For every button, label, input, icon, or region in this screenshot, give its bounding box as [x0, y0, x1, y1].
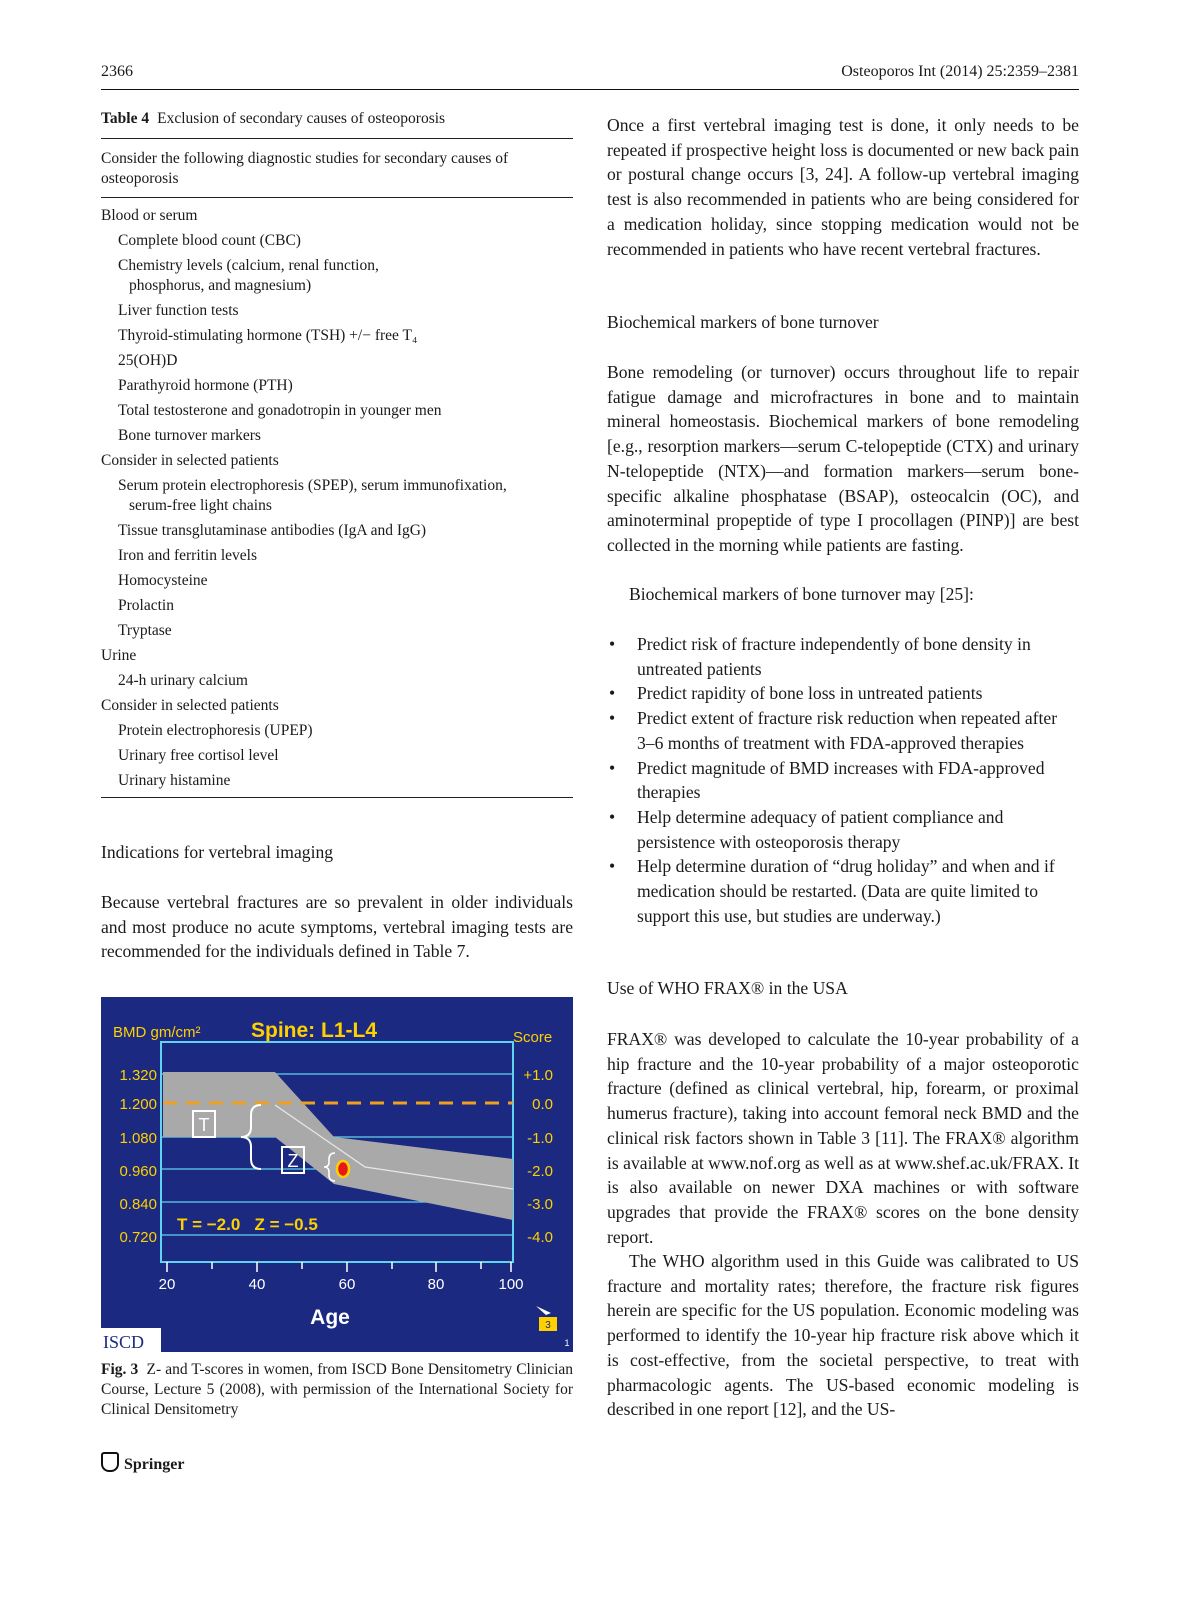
table-row — [101, 646, 573, 666]
table-cell: Urine — [101, 647, 137, 664]
figure-caption — [101, 1360, 573, 1420]
score-tick-label: 0.0 — [532, 1096, 553, 1113]
table-cell: Homocysteine — [118, 572, 208, 589]
table-4 — [101, 110, 573, 798]
chart-title: Spine: L1-L4 — [251, 1019, 378, 1042]
table-cell: Complete blood count (CBC) — [118, 232, 301, 249]
age-tick-label: 100 — [498, 1276, 524, 1293]
score-values-text: T = −2.0 Z = −0.5 — [177, 1215, 318, 1234]
paragraph-text: The WHO algorithm used in this Guide was calibrated to US fracture and mortality rates; therefore, the fracture risk figures herein are specific for the US population. Economic modeling was performed to identify the 10-year hip fracture risk above which it is cost-effective, from the societal perspective, to treat with pharmacologic agents. The US-based economic modeling is described in one report [12], and the US- — [607, 1251, 1079, 1420]
slide-badge-number: 3 — [545, 1320, 551, 1331]
table-row — [101, 206, 573, 226]
table-cell-continuation: phosphorus, and magnesium) — [129, 277, 312, 294]
table-cell: Consider in selected patients — [101, 452, 279, 469]
table-cell: 24-h urinary calcium — [118, 672, 248, 689]
bmd-tick-label: 1.320 — [119, 1067, 157, 1084]
header-rule — [101, 89, 1079, 90]
table-row — [101, 746, 573, 766]
paragraph-vertebral-imaging — [101, 890, 573, 964]
bullet-item: • Help determine duration of “drug holiday” and when and if medication should be restarted. (Data are quite limited to support this use, but studies are underway.) — [607, 854, 1079, 928]
paragraph-markers-may: Biochemical markers of bone turnover may [25]: — [629, 584, 974, 604]
bmd-axis-label: BMD gm/cm² — [113, 1024, 201, 1041]
table-cell: Parathyroid hormone (PTH) — [118, 377, 293, 394]
bullet-item: • Predict extent of fracture risk reduction when repeated after 3–6 months of treatment with FDA-approved therapies — [607, 706, 1079, 755]
table-cell: Tryptase — [118, 622, 172, 639]
figure-3 — [101, 997, 573, 1352]
table-cell: Urinary free cortisol level — [118, 747, 279, 764]
table-row — [101, 546, 573, 566]
slide-corner-number: 1 — [564, 1338, 570, 1348]
page-number: 2366 — [101, 63, 133, 80]
bmd-tick-label: 0.840 — [119, 1196, 157, 1213]
figure-caption-label: Fig. 3 — [101, 1361, 139, 1378]
bullet-item: • Predict magnitude of BMD increases with FDA-approved therapies — [607, 756, 1079, 805]
table-row — [101, 231, 573, 251]
table-row — [101, 521, 573, 541]
table-cell: Iron and ferritin levels — [118, 547, 258, 564]
bmd-tick-label: 1.080 — [119, 1130, 157, 1147]
table-row — [101, 696, 573, 716]
table-label: Table 4 — [101, 110, 150, 127]
patient-bmd-point — [337, 1161, 349, 1177]
springer-footer — [101, 1452, 184, 1474]
table-cell: Chemistry levels (calcium, renal function, — [118, 257, 379, 274]
publisher-name: Springer — [124, 1456, 185, 1473]
score-tick-label: -1.0 — [527, 1130, 553, 1147]
paragraph-text: FRAX® was developed to calculate the 10-year probability of a hip fracture and the 10-year probability of a major osteoporotic fracture (defined as clinical vertebral, hip, forearm, or proximal humerus fracture), taking into account femoral neck BMD and the clinical risk factors shown in Table 3 [11]. The FRAX® algorithm is available at www.nof.org as well as at www.shef.ac.uk/FRAX. It is also available on newer DXA machines or with software upgrades that provide the FRAX® scores on the bone density report. — [607, 1029, 1079, 1247]
table-row — [101, 571, 573, 591]
section-heading-biochemical-markers: Biochemical markers of bone turnover — [607, 312, 879, 332]
bullet-item: • Help determine adequacy of patient compliance and persistence with osteoporosis therapy — [607, 805, 1079, 854]
table-row — [101, 771, 573, 791]
table-cell: 25(OH)D — [118, 352, 178, 369]
figure-caption-text: Z- and T-scores in women, from ISCD Bone Densitometry Clinician Course, Lecture 5 (2008), with permission of the International Society for Clinical Densitometry — [101, 1361, 574, 1418]
table-rows — [101, 198, 573, 791]
journal-citation: Osteoporos Int (2014) 25:2359–2381 — [841, 63, 1079, 80]
table-cell: Total testosterone and gonadotropin in younger men — [118, 402, 442, 419]
table-cell: Prolactin — [118, 597, 174, 614]
paragraph-frax — [607, 1027, 1079, 1249]
table-row — [101, 351, 573, 371]
bmd-tick-label: 0.960 — [119, 1163, 157, 1180]
age-tick-label: 20 — [158, 1276, 176, 1293]
paragraph-follow-up-imaging — [607, 113, 1079, 261]
table-rule-bottom — [101, 797, 573, 798]
table-subtitle: Consider the following diagnostic studies for secondary causes of osteoporosis — [101, 150, 509, 187]
section-heading-frax: Use of WHO FRAX® in the USA — [607, 978, 848, 998]
bullet-item: • Predict risk of fracture independently of bone density in untreated patients — [607, 632, 1079, 681]
age-tick-label: 60 — [338, 1276, 356, 1293]
table-cell: Protein electrophoresis (UPEP) — [118, 722, 313, 739]
age-tick-label: 40 — [248, 1276, 266, 1293]
paragraph-text: Because vertebral fractures are so prevalent in older individuals and most produce no acute symptoms, vertebral imaging tests are recommended for the individuals defined in Table 7. — [101, 892, 573, 962]
table-row — [101, 596, 573, 616]
table-row — [101, 426, 573, 446]
bmd-tick-label: 1.200 — [119, 1096, 157, 1113]
paragraph-text: Bone remodeling (or turnover) occurs throughout life to repair fatigue damage and microfractures in bone and to maintain mineral homeostasis. Biochemical markers of bone remodeling [e.g., resorption markers—serum C-telopeptide (CTX) and urinary N-telopeptide (NTX)—and formation markers—serum bone-specific alkaline phosphatase (BSAP), osteocalcin (OC), and aminoterminal propeptide of type I procollagen (PINP)] are best collected in the morning while patients are fasting. — [607, 362, 1079, 555]
bullet-item: • Predict rapidity of bone loss in untreated patients — [607, 681, 1079, 706]
paragraph-who-algorithm — [607, 1249, 1079, 1422]
table-cell: Urinary histamine — [118, 772, 231, 789]
table-cell: Liver function tests — [118, 302, 239, 319]
table-cell-continuation: serum-free light chains — [129, 497, 272, 514]
table-caption — [101, 110, 573, 128]
score-tick-label: -3.0 — [527, 1196, 553, 1213]
bullet-list — [607, 632, 1079, 928]
z-box-label: Z — [287, 1151, 299, 1171]
table-row — [101, 476, 573, 516]
springer-logo-icon — [101, 1452, 119, 1472]
table-row — [101, 451, 573, 471]
table-title: Exclusion of secondary causes of osteoporosis — [157, 110, 446, 127]
table-cell: Thyroid-stimulating hormone (TSH) +/− free T₄ — [118, 327, 418, 344]
score-tick-label: +1.0 — [523, 1067, 553, 1084]
paragraph-bone-remodeling — [607, 360, 1079, 558]
paragraph-text: Once a first vertebral imaging test is done, it only needs to be repeated if prospective height loss is documented or new back pain or postural change occurs [3, 24]. A follow-up vertebral imaging test is also recommended in patients who are being considered for a medication holiday, since stopping medication would not be recommended in patients who have recent vertebral fractures. — [607, 115, 1079, 259]
table-cell: Bone turnover markers — [118, 427, 261, 444]
table-cell: Serum protein electrophoresis (SPEP), serum immunofixation, — [118, 477, 507, 494]
score-axis-label: Score — [513, 1029, 553, 1046]
table-row — [101, 376, 573, 396]
table-cell: Blood or serum — [101, 207, 198, 224]
iscd-logo: ISCD — [103, 1332, 145, 1352]
score-tick-label: -4.0 — [527, 1229, 553, 1246]
t-box-label: T — [198, 1115, 210, 1135]
table-row — [101, 256, 573, 296]
table-row — [101, 621, 573, 641]
table-row — [101, 671, 573, 691]
table-cell: Consider in selected patients — [101, 697, 279, 714]
table-row — [101, 401, 573, 421]
table-row — [101, 326, 573, 346]
table-row — [101, 301, 573, 321]
table-cell: Tissue transglutaminase antibodies (IgA and IgG) — [118, 522, 427, 539]
bmd-tick-label: 0.720 — [119, 1229, 157, 1246]
age-axis-label: Age — [310, 1306, 350, 1329]
age-tick-label: 80 — [427, 1276, 445, 1293]
section-heading-vertebral-imaging: Indications for vertebral imaging — [101, 842, 334, 862]
bmd-chart — [101, 997, 573, 1352]
score-tick-label: -2.0 — [527, 1163, 553, 1180]
table-row — [101, 721, 573, 741]
